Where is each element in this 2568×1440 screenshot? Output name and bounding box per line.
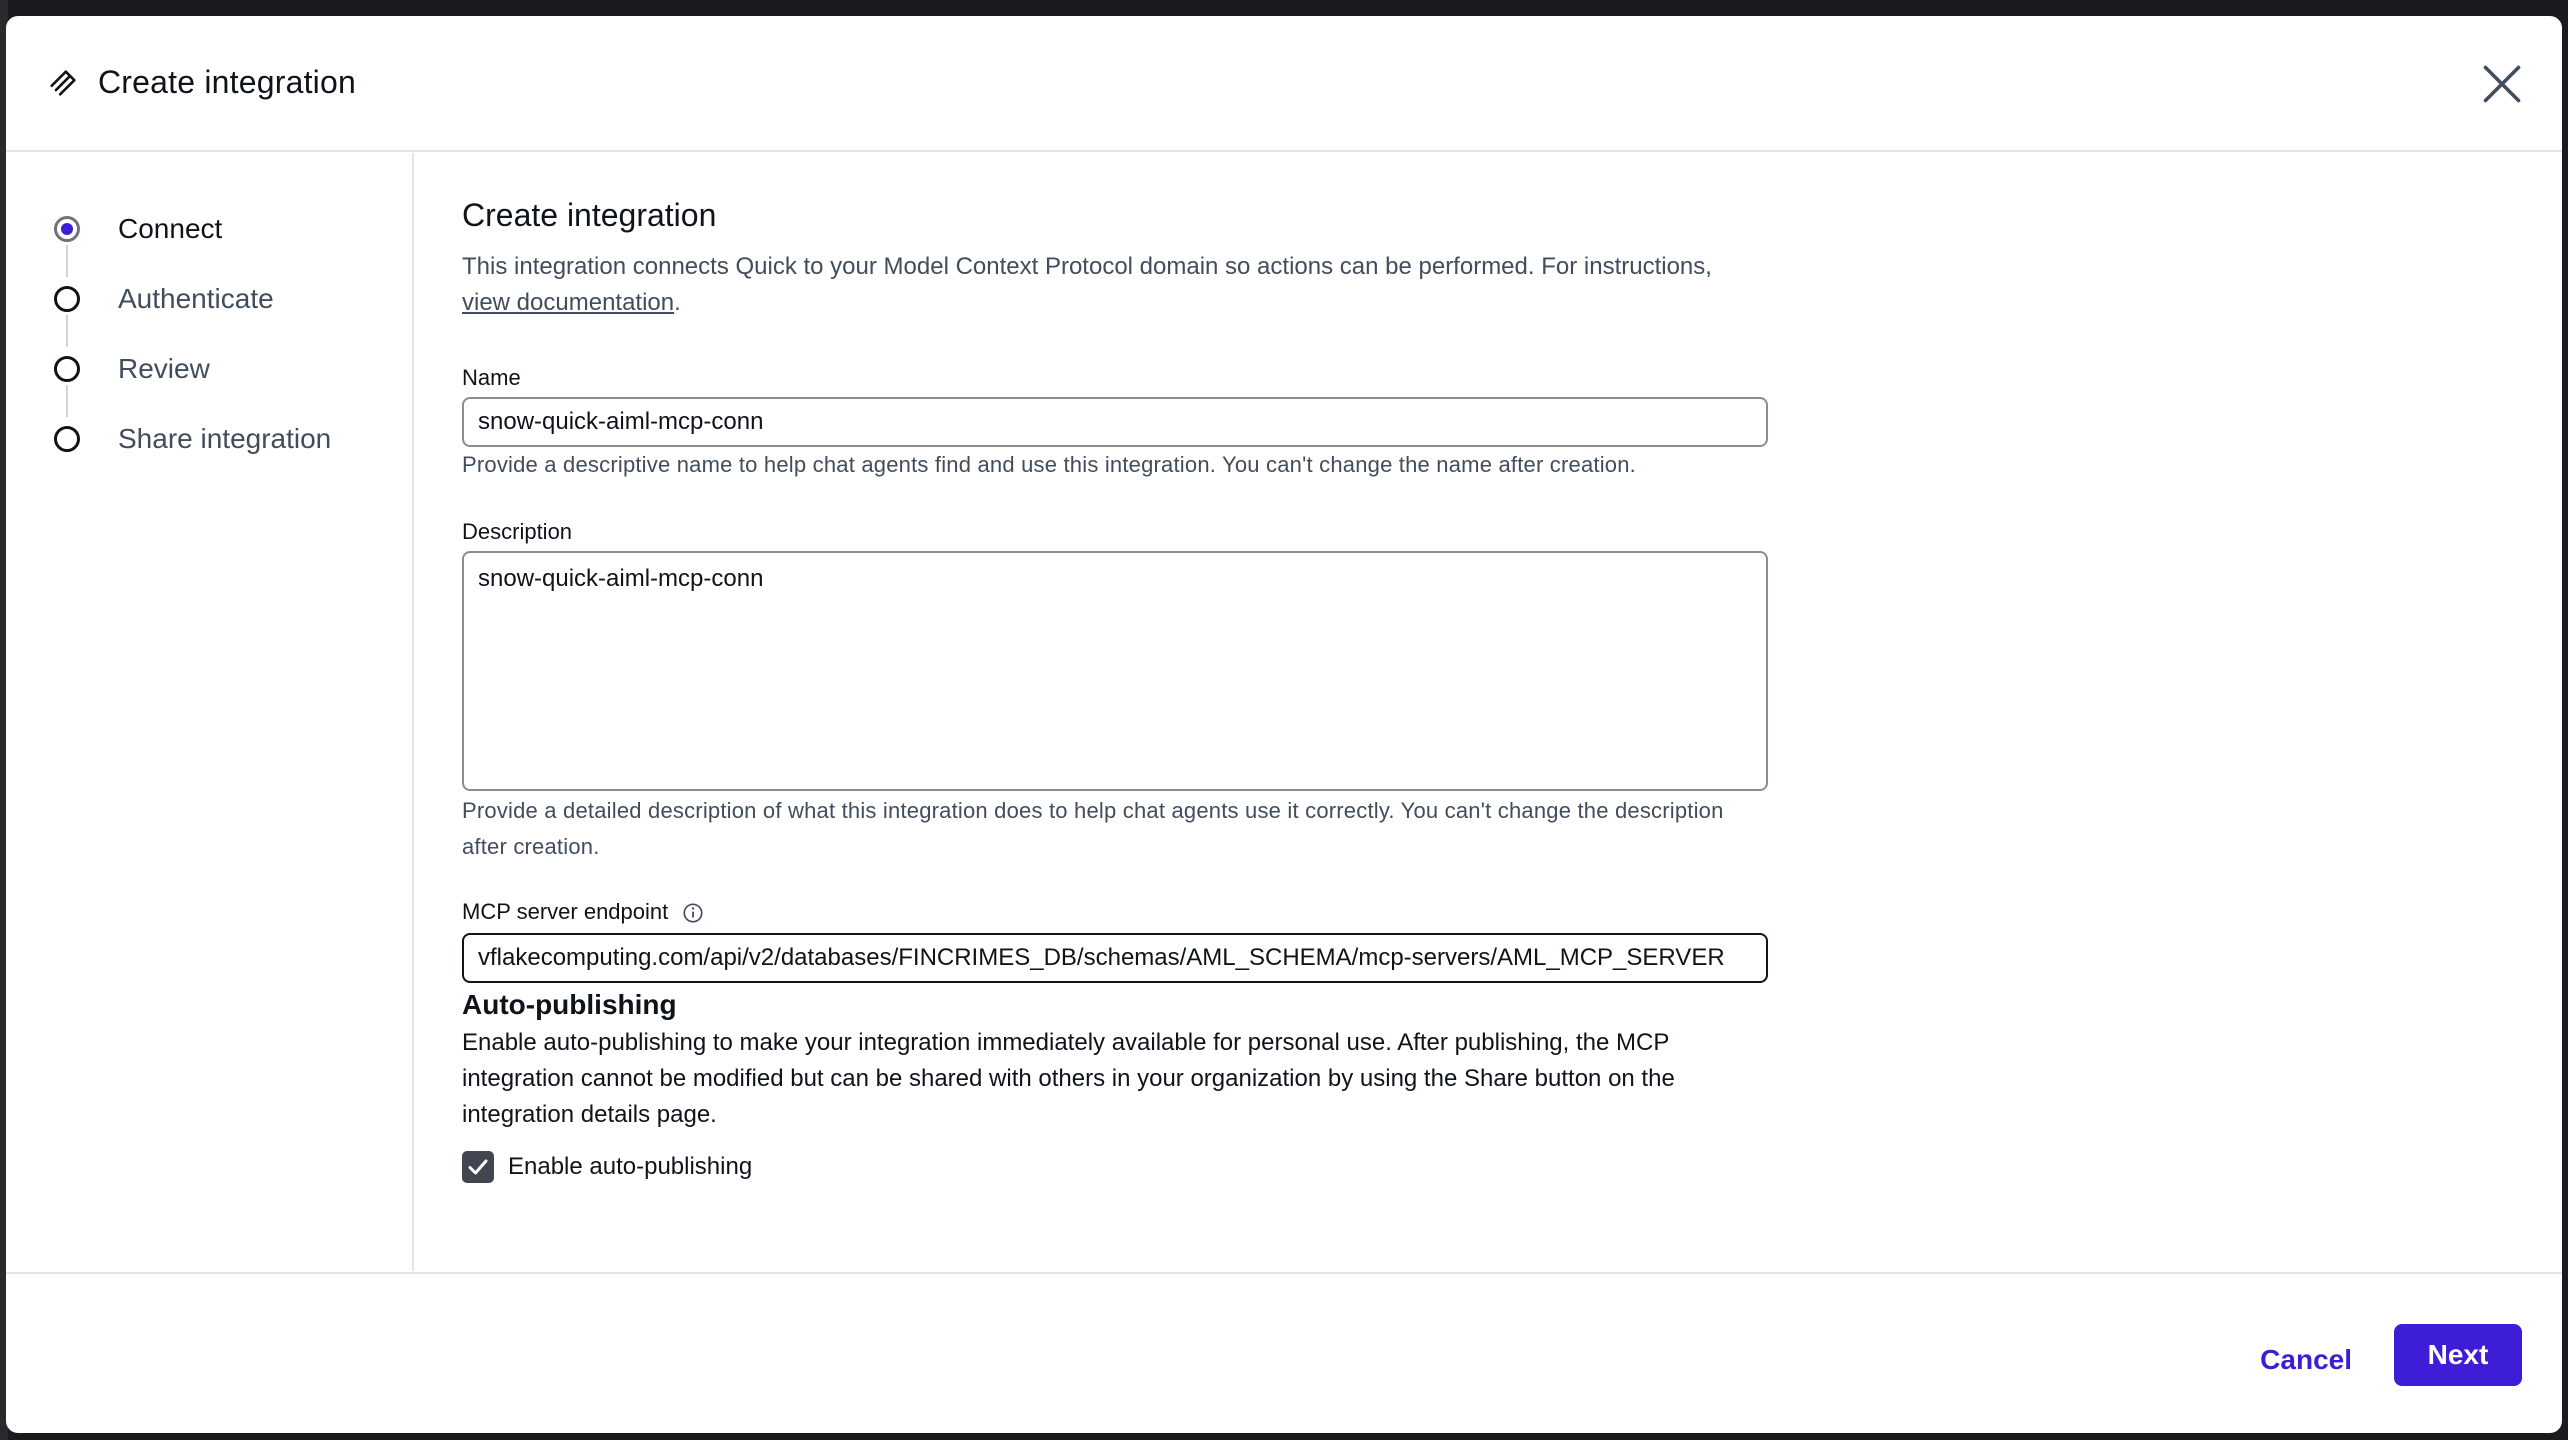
step-label: Authenticate bbox=[118, 283, 274, 314]
name-label: Name bbox=[462, 365, 521, 390]
step-connector bbox=[66, 245, 68, 277]
create-integration-modal bbox=[6, 16, 2562, 1433]
step-connector bbox=[66, 315, 68, 347]
modal-header bbox=[6, 16, 2562, 152]
step-active-indicator bbox=[54, 216, 80, 242]
modal-title: Create integration bbox=[98, 64, 356, 100]
info-icon[interactable] bbox=[682, 902, 704, 924]
wizard-steps bbox=[6, 153, 414, 1271]
step-connector bbox=[66, 385, 68, 417]
name-input[interactable]: snow-quick-aiml-mcp-conn bbox=[462, 397, 1768, 447]
checkmark-icon bbox=[466, 1155, 490, 1179]
auto-publishing-description: Enable auto-publishing to make your integration immediately available for personal use. After publishing, the MCP integration cannot be modified but can be shared with others in your organization by using the Share button on the integration details page. bbox=[462, 1029, 1675, 1128]
step-indicator bbox=[54, 356, 80, 382]
step-label: Share integration bbox=[118, 423, 332, 454]
description-label: Description bbox=[462, 519, 573, 544]
step-authenticate bbox=[54, 283, 274, 315]
auto-publishing-checkbox[interactable] bbox=[462, 1151, 494, 1183]
intro-text bbox=[462, 249, 1762, 321]
description-textarea[interactable]: snow-quick-aiml-mcp-conn bbox=[462, 551, 1768, 791]
step-indicator bbox=[54, 286, 80, 312]
cancel-button[interactable]: Cancel bbox=[2260, 1344, 2352, 1375]
modal-footer bbox=[6, 1272, 2562, 1433]
auto-publishing-heading: Auto-publishing bbox=[462, 989, 677, 1020]
intro-text-end: . bbox=[674, 289, 681, 316]
endpoint-label-row bbox=[462, 899, 704, 925]
page-title: Create integration bbox=[462, 197, 717, 233]
step-connect[interactable] bbox=[54, 213, 222, 245]
view-documentation-link[interactable]: view documentation bbox=[462, 289, 675, 316]
intro-text-body: This integration connects Quick to your Model Context Protocol domain so actions can be performed. For instructions, bbox=[462, 253, 1712, 280]
endpoint-label: MCP server endpoint bbox=[462, 899, 669, 924]
next-button[interactable]: Next bbox=[2394, 1324, 2522, 1386]
close-icon[interactable] bbox=[2480, 62, 2524, 106]
integration-icon bbox=[46, 66, 80, 100]
step-share-integration bbox=[54, 423, 331, 455]
description-help-text: Provide a detailed description of what this integration does to help chat agents use it correctly. You can't change the description after creation. bbox=[462, 798, 1724, 859]
step-label: Connect bbox=[118, 213, 223, 244]
step-label: Review bbox=[118, 353, 210, 384]
mcp-endpoint-input[interactable]: vflakecomputing.com/api/v2/databases/FINCRIMES_DB/schemas/AML_SCHEMA/mcp-servers/AML_MCP_SERVER bbox=[462, 933, 1768, 983]
step-indicator bbox=[54, 426, 80, 452]
auto-publishing-checkbox-label[interactable]: Enable auto-publishing bbox=[508, 1153, 753, 1180]
auto-publishing-option[interactable] bbox=[462, 1151, 752, 1183]
step-review bbox=[54, 353, 210, 385]
name-help-text: Provide a descriptive name to help chat agents find and use this integration. You can't change the name after creation. bbox=[462, 452, 1636, 477]
